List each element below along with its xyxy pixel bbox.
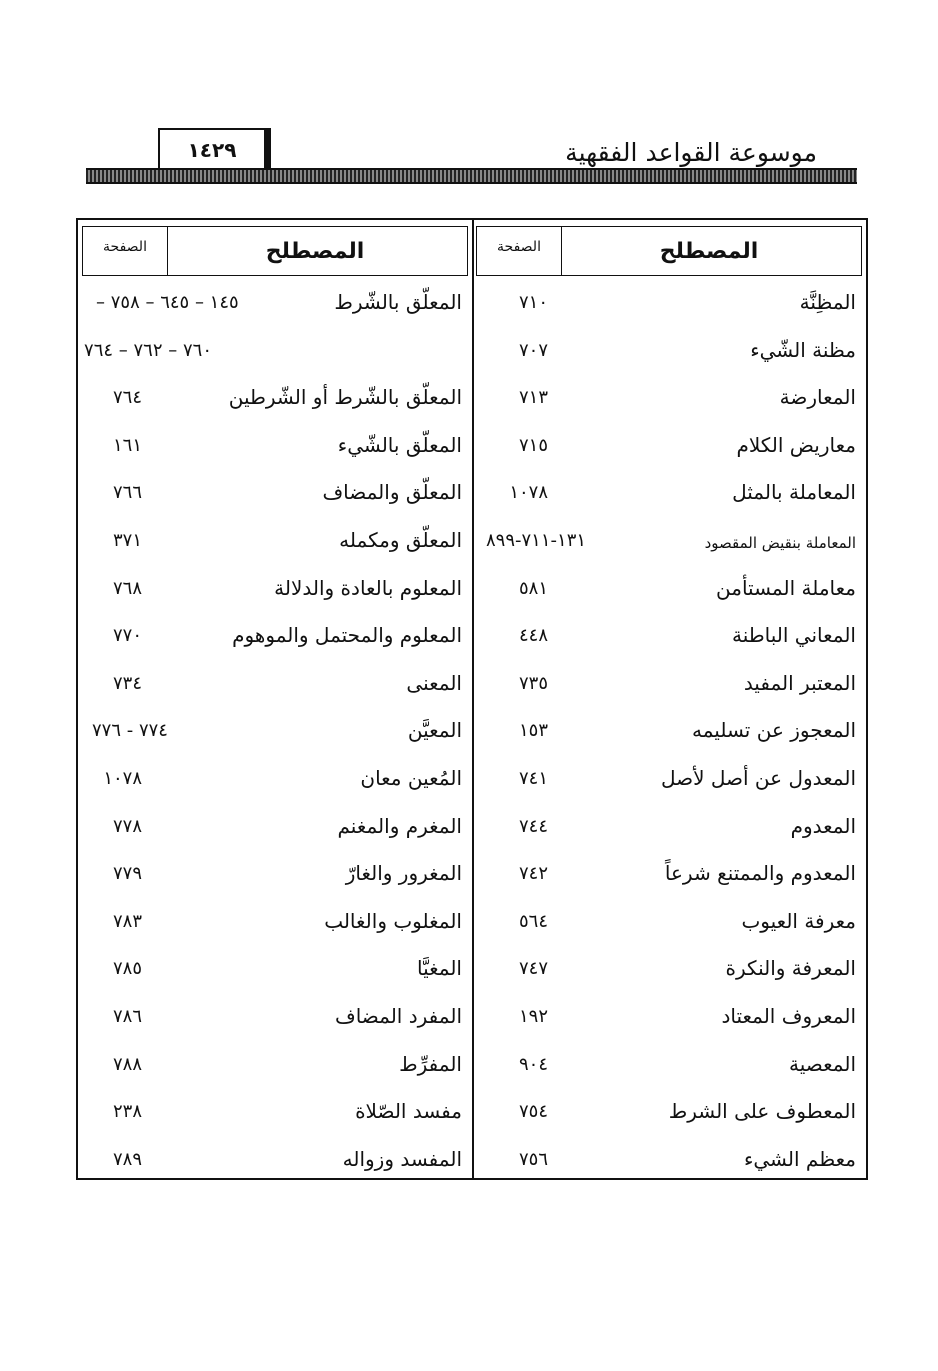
header-rule	[86, 168, 857, 184]
index-entry	[472, 758, 866, 806]
page-number: ١٤٢٩	[187, 138, 237, 162]
term-header: المصطلح	[659, 239, 759, 264]
index-entry	[472, 520, 866, 568]
index-entry	[472, 663, 866, 711]
entry-page: ٧٥٤	[518, 1101, 548, 1123]
index-entry	[472, 806, 866, 854]
index-entry	[78, 710, 472, 758]
index-entry	[472, 1044, 866, 1092]
entry-term: المفرِّط	[399, 1051, 462, 1076]
entry-term: مظنة الشّيء	[750, 337, 856, 362]
index-entry	[78, 520, 472, 568]
entry-page: ٥٦٤	[518, 910, 548, 932]
entry-term: المعرفة والنكرة	[725, 956, 856, 981]
page-header-cell: الصفحة	[477, 227, 562, 275]
index-entry	[78, 330, 472, 378]
page-header-cell: الصفحة	[83, 227, 168, 275]
entry-term: المعلّق ومكمله	[339, 527, 462, 552]
entry-term: المعتبر المفيد	[743, 670, 856, 695]
entry-term: معاريض الكلام	[736, 432, 856, 457]
index-entry	[472, 853, 866, 901]
entry-term: معرفة العيوب	[741, 908, 856, 933]
entry-page: ٧٨٦	[112, 1005, 142, 1027]
entry-page: ١٦١	[112, 434, 142, 456]
entry-term: المغرور والغارّ	[345, 861, 462, 886]
index-entry	[78, 806, 472, 854]
entry-page: ٤٤٨	[518, 625, 548, 647]
entry-term: المعنى	[406, 670, 462, 695]
index-entry	[78, 568, 472, 616]
entry-term: المعلوم بالعادة والدلالة	[274, 575, 462, 600]
entry-term: المعروف المعتاد	[721, 1003, 856, 1028]
right-entries	[472, 282, 866, 1186]
entry-page: ٧٤٤	[518, 815, 548, 837]
index-entry	[78, 758, 472, 806]
entry-page: ١٣١-٧١١-٨٩٩	[486, 529, 587, 551]
entry-term: المعلّق بالشّيء	[337, 432, 462, 457]
index-entry	[78, 472, 472, 520]
entry-term: مفسد الصّلاة	[355, 1099, 462, 1124]
index-entry	[78, 1091, 472, 1139]
entry-page: ٧١٣	[518, 387, 548, 409]
entry-page: ٣٧١	[112, 529, 142, 551]
entry-page: ٧٧٨	[112, 815, 142, 837]
left-column	[78, 220, 474, 1178]
entry-term: المعطوف على الشرط	[668, 1099, 856, 1124]
entry-term: المظِنَّة	[799, 290, 856, 314]
index-entry	[472, 948, 866, 996]
index-entry	[78, 1044, 472, 1092]
page-header	[86, 128, 857, 188]
entry-term: المعدوم	[790, 813, 856, 838]
index-entry	[472, 710, 866, 758]
index-entry	[78, 425, 472, 473]
index-entry	[472, 282, 866, 330]
index-entry	[472, 615, 866, 663]
entry-page: ٩٠٤	[518, 1053, 548, 1075]
entry-term: المعاملة بنقيض المقصود	[704, 533, 856, 552]
entry-term: معظم الشيء	[743, 1146, 856, 1171]
entry-page: ٧٧٠	[112, 625, 142, 647]
entry-term: المعلّق والمضاف	[322, 480, 462, 505]
entry-term: المعدول عن أصل لأصل	[661, 765, 856, 790]
entry-page: ١٤٥ – ٦٤٥ – ٧٥٨ –	[96, 292, 239, 313]
entry-page: ٧٤٧	[518, 958, 548, 980]
entry-page: ٧٦٦	[112, 482, 142, 504]
index-entry	[472, 1091, 866, 1139]
page-number-box	[158, 128, 271, 172]
index-entry	[78, 853, 472, 901]
entry-page: ٢٣٨	[112, 1101, 142, 1123]
entry-term: معاملة المستأمن	[716, 575, 856, 600]
book-title: موسوعة القواعد الفقهية	[565, 138, 817, 167]
index-table	[76, 218, 868, 1180]
index-entry	[472, 568, 866, 616]
entry-page: ١٠٧٨	[103, 767, 142, 789]
index-entry	[78, 615, 472, 663]
entry-page: ٧١٥	[518, 434, 548, 456]
index-entry	[472, 996, 866, 1044]
entry-term: المعصية	[789, 1051, 856, 1076]
entry-term: المعلّق بالشّرط	[334, 290, 462, 314]
entry-term: المغرم والمغنم	[337, 813, 462, 838]
index-entry	[472, 330, 866, 378]
index-entry	[78, 948, 472, 996]
index-entry	[472, 425, 866, 473]
left-entries	[78, 282, 472, 1186]
entry-page: ١٠٧٨	[509, 482, 548, 504]
entry-term: المفسد وزواله	[342, 1146, 462, 1171]
term-header: المصطلح	[265, 239, 365, 264]
entry-page: ١٥٣	[518, 720, 548, 742]
entry-term: المُعين معان	[360, 765, 462, 790]
index-entry	[78, 901, 472, 949]
entry-page: ٧٧٤ - ٧٧٦	[92, 720, 168, 742]
entry-term: المعجوز عن تسليمه	[692, 718, 856, 743]
entry-page: ١٩٢	[518, 1005, 548, 1027]
entry-page: ٧٥٦	[518, 1148, 548, 1170]
entry-page: ٧٣٤	[112, 672, 142, 694]
index-entry	[472, 1139, 866, 1187]
column-header	[476, 226, 862, 276]
index-entry	[472, 901, 866, 949]
entry-page: ٧٨٨	[112, 1053, 142, 1075]
index-entry	[78, 996, 472, 1044]
index-entry	[78, 1139, 472, 1187]
entry-term: المعلوم والمحتمل والموهوم	[232, 623, 462, 648]
entry-page: ٧٦٤	[112, 387, 142, 409]
entry-page: ٧٨٣	[112, 910, 142, 932]
entry-page: ٧٨٥	[112, 958, 142, 980]
entry-term: المعدوم والممتنع شرعاً	[664, 861, 856, 886]
entry-term: المغيَّا	[417, 956, 462, 981]
right-column	[472, 220, 866, 1178]
entry-page: ٧٣٥	[518, 672, 548, 694]
entry-page: ٧٤١	[518, 767, 548, 789]
entry-page: ٧٦٨	[112, 577, 142, 599]
entry-term: المعاني الباطنة	[731, 623, 856, 648]
column-header	[82, 226, 468, 276]
entry-page: ٧٠٧	[518, 339, 548, 361]
index-entry	[78, 663, 472, 711]
entry-page: ٧١٠	[518, 292, 548, 313]
entry-page: ٧٤٢	[518, 863, 548, 885]
entry-term: المعاملة بالمثل	[732, 480, 856, 505]
index-entry	[472, 472, 866, 520]
index-entry	[78, 282, 472, 330]
entry-term: المعيَّن	[407, 718, 462, 743]
entry-page: ٧٧٩	[112, 863, 142, 885]
entry-page: ٧٨٩	[112, 1148, 142, 1170]
index-entry	[78, 377, 472, 425]
index-entry	[472, 377, 866, 425]
entry-page: ٥٨١	[518, 577, 548, 599]
entry-term: المفرد المضاف	[334, 1003, 462, 1028]
entry-term: المعلّق بالشّرط أو الشّرطين	[228, 385, 462, 410]
entry-page: ٧٦٠ – ٧٦٢ – ٧٦٤	[84, 339, 212, 361]
entry-term: المعارضة	[779, 385, 856, 410]
entry-term: المغلوب والغالب	[324, 908, 462, 933]
